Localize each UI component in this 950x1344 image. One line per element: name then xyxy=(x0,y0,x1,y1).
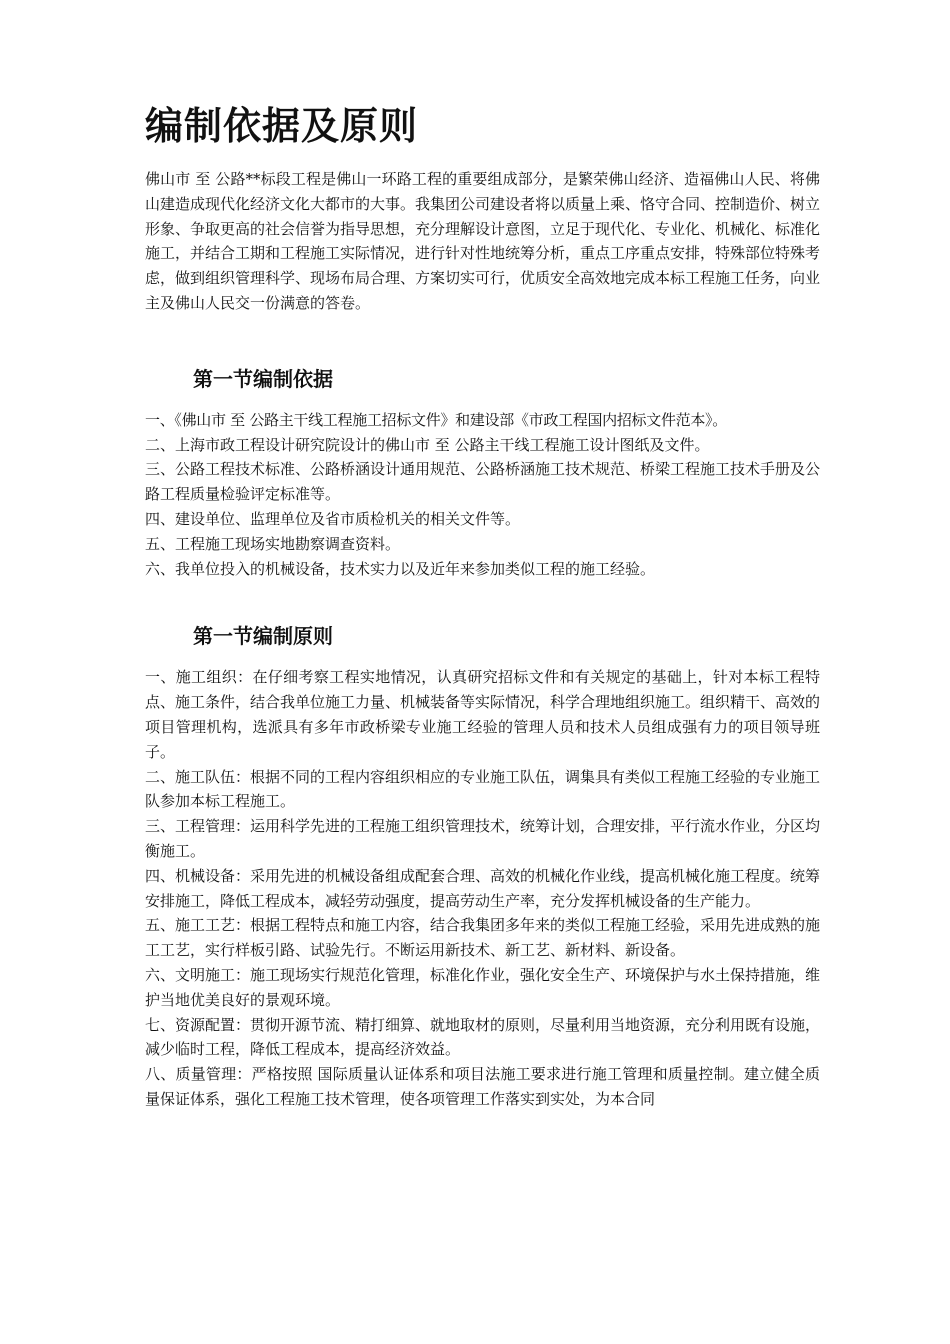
list-item: 一、施工组织：在仔细考察工程实地情况，认真研究招标文件和有关规定的基础上，针对本标工程特点、施工条件，结合我单位施工力量、机械装备等实际情况，科学合理地组织施工。组织精干、高效的项目管理机构，选派具有多年市政桥梁专业施工经验的管理人员和技术人员组成强有力的项目领导班子。 xyxy=(145,668,821,761)
list-item: 二、上海市政工程设计研究院设计的佛山市 至 公路主干线工程施工设计图纸及文件。 xyxy=(145,435,710,454)
list-item: 六、我单位投入的机械设备，技术实力以及近年来参加类似工程的施工经验。 xyxy=(145,559,656,578)
list-item: 一、《佛山市 至 公路主干线工程施工招标文件》和建设部《市政工程国内招标文件范本》。 xyxy=(145,410,727,429)
intro-paragraph: 佛山市 至 公路**标段工程是佛山一环路工程的重要组成部分，是繁荣佛山经济、造福佛山人民、将佛山建造成现代化经济文化大都市的大事。我集团公司建设者将以质量上乘、恪守合同、控制造价、树立形象、争取更高的社会信誉为指导思想，充分理解设计意图，立足于现代化、专业化、机械化、标准化施工，并结合工期和工程施工实际情况，进行针对性地统筹分析，重点工序重点安排，特殊部位特殊考虑，做到组织管理科学、现场布局合理、方案切实可行，优质安全高效地完成本标工程施工任务，向业主及佛山人民交一份满意的答卷。 xyxy=(145,170,821,312)
list-item: 五、施工工艺：根据工程特点和施工内容，结合我集团多年来的类似工程施工经验，采用先进成熟的施工工艺，实行样板引路、试验先行。不断运用新技术、新工艺、新材料、新设备。 xyxy=(145,916,821,960)
list-item: 八、质量管理：严格按照 国际质量认证体系和项目法施工要求进行施工管理和质量控制。建立健全质量保证体系，强化工程施工技术管理，使各项管理工作落实到实处，为本合同 xyxy=(145,1065,820,1108)
list-item: 七、资源配置：贯彻开源节流、精打细算、就地取材的原则，尽量利用当地资源，充分利用既有设施，减少临时工程，降低工程成本，提高经济效益。 xyxy=(145,1015,821,1059)
document-page xyxy=(145,95,820,1112)
list-item: 三、公路工程技术标准、公路桥涵设计通用规范、公路桥涵施工技术规范、桥梁工程施工技术手册及公路工程质量检验评定标准等。 xyxy=(145,460,821,504)
section-heading-basis: 第一节编制依据 xyxy=(193,366,333,391)
basis-list xyxy=(145,408,820,582)
list-item: 四、建设单位、监理单位及省市质检机关的相关文件等。 xyxy=(145,509,521,528)
principles-list xyxy=(145,665,820,1111)
section-heading-principles: 第一节编制原则 xyxy=(193,624,333,649)
list-item: 三、工程管理：运用科学先进的工程施工组织管理技术，统筹计划，合理安排，平行流水作业，分区均衡施工。 xyxy=(145,817,821,860)
list-item: 六、文明施工：施工现场实行规范化管理，标准化作业，强化安全生产、环境保护与水土保持措施，维护当地优美良好的景观环境。 xyxy=(145,965,821,1009)
list-item: 五、工程施工现场实地勘察调查资料。 xyxy=(145,534,401,553)
document-title: 编制依据及原则 xyxy=(145,103,419,148)
list-item: 二、施工队伍：根据不同的工程内容组织相应的专业施工队伍，调集具有类似工程施工经验的专业施工队参加本标工程施工。 xyxy=(145,767,821,811)
list-item: 四、机械设备：采用先进的机械设备组成配套合理、高效的机械化作业线，提高机械化施工程度。统筹安排施工，降低工程成本，减轻劳动强度，提高劳动生产率，充分发挥机械设备的生产能力。 xyxy=(145,866,821,910)
